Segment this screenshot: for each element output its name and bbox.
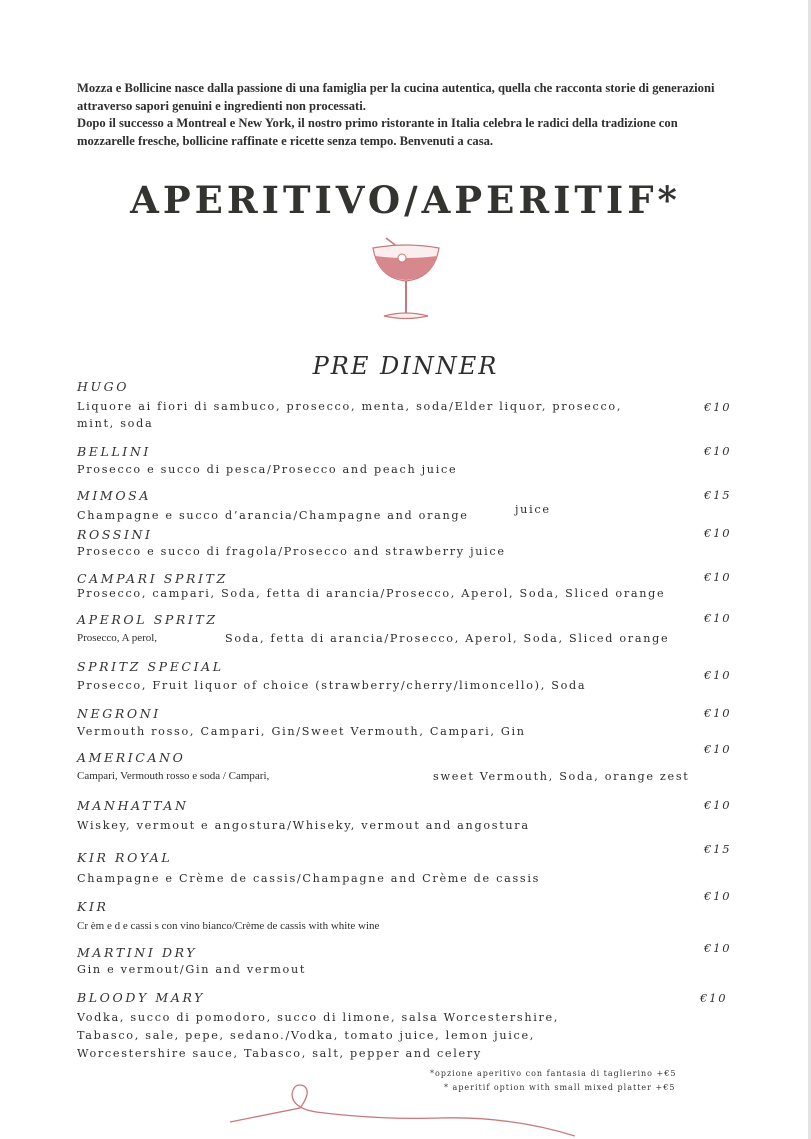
item-desc-martini-dry: Gin e vermout/Gin and vermout: [77, 963, 307, 976]
item-name-spritz-special: SPRITZ SPECIAL: [77, 659, 224, 674]
footnote-italian: *opzione aperitivo con fantasia di taglierino +€5: [430, 1069, 677, 1078]
item-name-manhattan: MANHATTAN: [77, 798, 189, 813]
item-price-spritz-special: €10: [704, 668, 732, 682]
item-name-negroni: NEGRONI: [77, 706, 161, 721]
item-price-aperol-spritz: €10: [704, 611, 732, 625]
item-price-negroni: €10: [704, 706, 732, 720]
item-name-campari-spritz: CAMPARI SPRITZ: [77, 571, 228, 586]
menu-title: APERITIVO/APERITIF*: [130, 178, 681, 222]
intro-paragraph-2: Dopo il successo a Montreal e New York, il nostro primo ristorante in Italia celebra le radici della tradizione con mozzarelle fresche, bollicine raffinate e ricette senza tempo. Benvenuti a casa.: [77, 116, 678, 148]
item-price-bloody-mary: €10: [700, 991, 728, 1005]
item-price-hugo: €10: [704, 400, 732, 414]
item-desc-americano-b: sweet Vermouth, Soda, orange zest: [433, 770, 690, 783]
item-price-kir: €10: [704, 889, 732, 903]
item-name-mimosa: MIMOSA: [77, 488, 151, 503]
item-price-rossini: €10: [704, 526, 732, 540]
item-desc-bloody-mary-1: Vodka, succo di pomodoro, succo di limone, salsa Worcestershire,: [77, 1011, 560, 1024]
item-desc-mimosa: Champagne e succo d’arancia/Champagne and orange: [77, 509, 469, 522]
item-desc-bloody-mary-3: Worcestershire sauce, Tabasco, salt, pepper and celery: [77, 1047, 482, 1060]
item-name-rossini: ROSSINI: [77, 527, 153, 542]
item-name-kir-royal: KIR ROYAL: [77, 850, 173, 865]
item-desc-americano-a: Campari, Vermouth rosso e soda / Campari,: [77, 770, 270, 782]
decorative-swirl-icon: [230, 1074, 575, 1139]
item-price-bellini: €10: [704, 444, 732, 458]
item-desc-aperol-spritz-b: Soda, fetta di arancia/Prosecco, Aperol, Soda, Sliced orange: [225, 632, 670, 645]
item-price-americano: €10: [704, 742, 732, 756]
item-desc-kir: Cr èm e d e cassi s con vino bianco/Crème de cassis with white wine: [77, 920, 380, 932]
item-name-kir: KIR: [77, 899, 109, 914]
item-name-bellini: BELLINI: [77, 444, 151, 459]
cocktail-glass-icon: [368, 236, 444, 326]
section-title: PRE DINNER: [312, 352, 499, 380]
intro-paragraph-1: Mozza e Bollicine nasce dalla passione di una famiglia per la cucina autentica, quella che racconta storie di generazioni attraverso sapori genuini e ingredienti non processati.: [77, 81, 715, 113]
item-desc-mimosa-tail: juice: [515, 503, 551, 516]
item-name-bloody-mary: BLOODY MARY: [77, 990, 205, 1005]
footnote-english: * aperitif option with small mixed platter +€5: [444, 1083, 676, 1092]
item-price-kir-royal: €15: [704, 842, 732, 856]
item-name-americano: AMERICANO: [77, 750, 186, 765]
item-desc-aperol-spritz-a: Prosecco, A perol,: [77, 632, 158, 644]
item-desc-spritz-special: Prosecco, Fruit liquor of choice (strawberry/cherry/limoncello), Soda: [77, 679, 587, 692]
item-desc-hugo-2: mint, soda: [77, 417, 154, 430]
item-price-mimosa: €15: [704, 488, 732, 502]
item-price-martini-dry: €10: [704, 941, 732, 955]
item-desc-campari-spritz: Prosecco, campari, Soda, fetta di arancia/Prosecco, Aperol, Soda, Sliced orange: [77, 587, 666, 600]
item-desc-hugo-1: Liquore ai fiori di sambuco, prosecco, menta, soda/Elder liquor, prosecco,: [77, 400, 623, 413]
item-desc-bloody-mary-2: Tabasco, sale, pepe, sedano./Vodka, tomato juice, lemon juice,: [77, 1029, 536, 1042]
item-price-campari-spritz: €10: [704, 570, 732, 584]
item-name-martini-dry: MARTINI DRY: [77, 945, 198, 960]
item-desc-manhattan: Wiskey, vermout e angostura/Whiseky, vermout and angostura: [77, 819, 530, 832]
item-desc-bellini: Prosecco e succo di pesca/Prosecco and peach juice: [77, 463, 458, 476]
item-name-hugo: HUGO: [77, 379, 130, 394]
item-desc-rossini: Prosecco e succo di fragola/Prosecco and strawberry juice: [77, 545, 506, 558]
item-desc-kir-royal: Champagne e Crème de cassis/Champagne and Crème de cassis: [77, 872, 541, 885]
intro-text: [77, 80, 737, 150]
item-desc-negroni: Vermouth rosso, Campari, Gin/Sweet Vermouth, Campari, Gin: [77, 725, 526, 738]
item-name-aperol-spritz: APEROL SPRITZ: [77, 612, 218, 627]
item-price-manhattan: €10: [704, 798, 732, 812]
